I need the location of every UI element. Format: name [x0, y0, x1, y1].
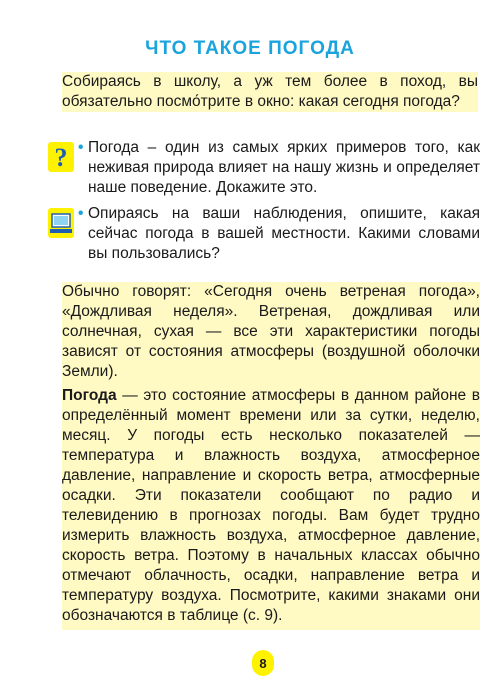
svg-text:?: ?	[54, 143, 68, 172]
task-list	[48, 138, 480, 270]
paragraph-definition	[62, 386, 480, 626]
task-question-text: Погода – один из самых ярких примеров того, как неживая природа влияет на нашу жизнь и определяет наше поведение. Докажите это.	[88, 139, 480, 196]
page-number: 8	[252, 650, 274, 676]
bullet-dot-icon: •	[78, 139, 84, 156]
page-title: ЧТО ТАКОЕ ПОГОДА	[145, 38, 355, 59]
intro-paragraph: Собираясь в школу, а уж тем более в поход, вы обязательно посмо́трите в окно: какая сегодня погода?	[62, 73, 478, 110]
task-item-computer	[48, 204, 480, 264]
computer-icon	[48, 208, 74, 238]
main-text	[62, 282, 480, 630]
bullet-dot-icon: •	[78, 205, 84, 222]
paragraph-sayings: Обычно говорят: «Сегодня очень ветреная погода», «Дождливая неделя». Ветреная, дождливая или солнечная, сухая — все эти характеристики погоды зависят от состояния атмосферы (воздушной оболочки Земли).	[62, 283, 480, 380]
question-icon	[48, 142, 74, 172]
task-item-question	[48, 138, 480, 198]
task-computer-text: Опираясь на ваши наблюдения, опишите, какая сейчас погода в вашей местности. Какими словами вы пользовались?	[88, 205, 480, 262]
definition-text: — это состояние атмосферы в данном районе в определённый момент времени или за сутки, неделю, месяц. У погоды есть несколько показателей — температура и влажность воздуха, атмосферное давление, направление и скорость ветра, атмосферные осадки. Эти показатели сообщают по радио и телевидению в прогнозах погоды. Вам будет трудно измерить влажность воздуха, атмосферное давление, скорость ветра. Поэтому в начальных классах обычно отмечают облачность, осадки, направление ветра и температуру воздуха. Посмотрите, какими знаками они обозначаются в таблице (с. 9).	[62, 387, 480, 624]
term-weather: Погода	[62, 387, 117, 404]
